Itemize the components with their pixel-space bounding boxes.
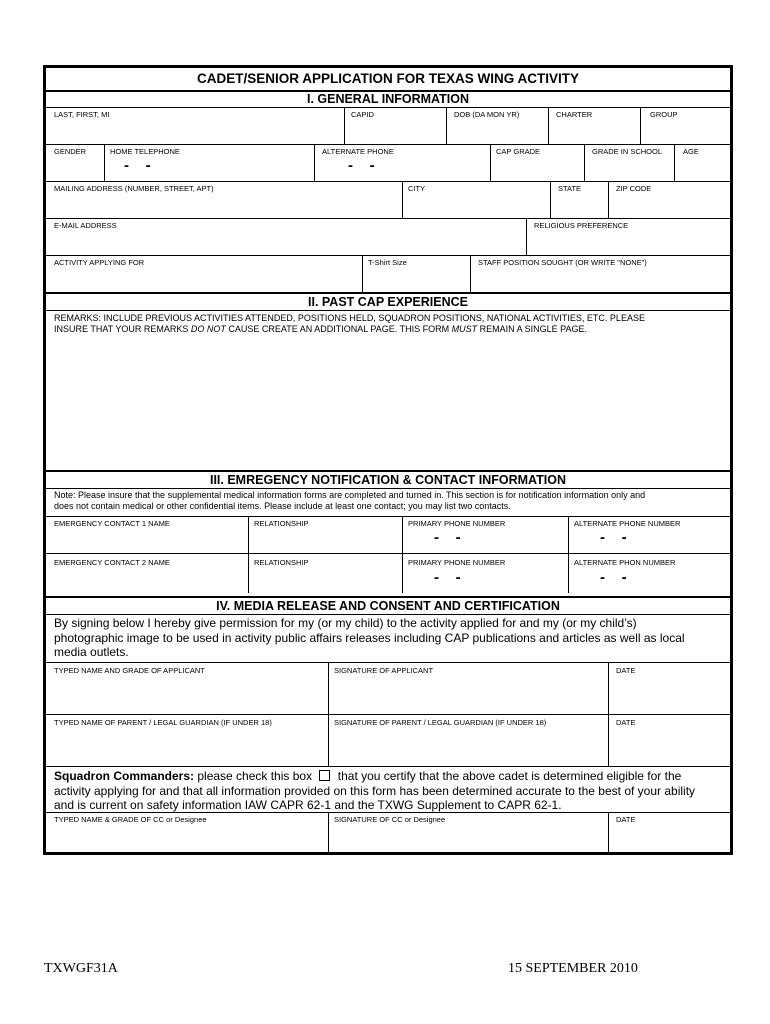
section-2-heading: II. PAST CAP EXPERIENCE (308, 295, 468, 309)
staff-label: STAFF POSITION SOUGHT (OR WRITE "NONE") (478, 258, 647, 267)
name-label: LAST, FIRST, MI (54, 110, 110, 119)
sig-parent-label: SIGNATURE OF PARENT / LEGAL GUARDIAN (IF UNDER 18) (334, 718, 547, 727)
alt-phone-dashes: - - (348, 157, 375, 174)
ec2-alt-phone-label: ALTERNATE PHON NUMBER (574, 558, 676, 567)
commander-text: that you certify that the above cadet is determined eligible for the (334, 769, 682, 783)
divider (490, 144, 491, 181)
remarks-emphasis: DO NOT (190, 324, 226, 334)
date-label: DATE (616, 815, 636, 824)
divider (46, 614, 730, 615)
capid-label: CAPID (351, 110, 374, 119)
divider (248, 553, 249, 593)
certify-checkbox[interactable] (319, 770, 330, 781)
ec2-alt-phone-dashes: - - (600, 569, 627, 586)
consent-line-3: media outlets. (54, 645, 129, 659)
divider (46, 714, 730, 715)
divider (314, 144, 315, 181)
divider (608, 714, 609, 766)
divider (104, 144, 105, 181)
divider (328, 714, 329, 766)
divider (46, 516, 730, 517)
ec1-primary-phone-dashes: - - (434, 529, 461, 546)
divider (548, 107, 549, 144)
group-label: GROUP (650, 110, 678, 119)
commander-text: please check this box (194, 769, 316, 783)
form-date: 15 SEPTEMBER 2010 (508, 961, 638, 976)
activity-label: ACTIVITY APPLYING FOR (54, 258, 145, 267)
section-1-heading: I. GENERAL INFORMATION (306, 92, 470, 106)
ec1-alt-phone-label: ALTERNATE PHONE NUMBER (574, 519, 681, 528)
divider (608, 812, 609, 852)
divider (402, 516, 403, 553)
divider (568, 516, 569, 553)
dob-label: DOB (DA MON YR) (454, 110, 520, 119)
remarks-text: CAUSE CREATE AN ADDITIONAL PAGE. THIS FORM (225, 324, 452, 334)
remarks-text: INSURE THAT YOUR REMARKS (54, 324, 191, 334)
divider (46, 812, 730, 813)
tshirt-label: T-Shirt Size (368, 258, 407, 267)
commander-heading: Squadron Commanders: (54, 769, 195, 783)
divider (608, 181, 609, 218)
sig-cc-label: SIGNATURE OF CC or Designee (334, 815, 446, 824)
religion-label: RELIGIOUS PREFERENCE (534, 221, 629, 230)
consent-line-1: By signing below I hereby give permission for my (or my child) to the activity applied for and my (or my child’s) (54, 616, 637, 630)
state-label: STATE (558, 184, 582, 193)
divider (344, 107, 345, 144)
remarks-emphasis: MUST (451, 324, 478, 334)
ec2-primary-phone-label: PRIMARY PHONE NUMBER (408, 558, 506, 567)
divider (640, 107, 641, 144)
divider (46, 662, 730, 663)
note-line-2: does not contain medical or other confidential items. Please include at least one contact; you may list two contacts. (54, 501, 511, 511)
divider (46, 553, 730, 554)
divider (46, 107, 730, 108)
section-4-heading: IV. MEDIA RELEASE AND CONSENT AND CERTIFICATION (216, 599, 560, 613)
form-title: CADET/SENIOR APPLICATION FOR TEXAS WING ACTIVITY (196, 71, 579, 86)
ec2-relationship-label: RELATIONSHIP (254, 558, 309, 567)
sig-applicant-label: SIGNATURE OF APPLICANT (334, 666, 434, 675)
divider (46, 596, 730, 598)
divider (46, 470, 730, 472)
form-number: TXWGF31A (44, 961, 118, 976)
divider (46, 766, 730, 767)
divider (328, 662, 329, 714)
divider (46, 181, 730, 182)
typed-parent-label: TYPED NAME OF PARENT / LEGAL GUARDIAN (IF UNDER 18) (54, 718, 272, 727)
divider (46, 310, 730, 311)
divider (248, 516, 249, 553)
divider (46, 292, 730, 294)
divider (550, 181, 551, 218)
remarks-line-1: REMARKS: INCLUDE PREVIOUS ACTIVITIES ATTENDED, POSITIONS HELD, SQUADRON POSITIONS, NATIONAL ACTIVITIES, ETC. PLEASE (54, 313, 645, 323)
ec1-primary-phone-label: PRIMARY PHONE NUMBER (408, 519, 506, 528)
divider (46, 218, 730, 219)
divider (46, 144, 730, 145)
divider (568, 553, 569, 593)
divider (674, 144, 675, 181)
home-phone-label: HOME TELEPHONE (110, 147, 180, 156)
date-label: DATE (616, 718, 636, 727)
ec2-name-label: EMERGENCY CONTACT 2 NAME (54, 558, 170, 567)
alt-phone-label: ALTERNATE PHONE (322, 147, 394, 156)
ec1-name-label: EMERGENCY CONTACT 1 NAME (54, 519, 170, 528)
city-label: CITY (408, 184, 426, 193)
ec2-primary-phone-dashes: - - (434, 569, 461, 586)
email-label: E-MAIL ADDRESS (54, 221, 117, 230)
remarks-text: REMAIN A SINGLE PAGE. (477, 324, 587, 334)
grade-school-label: GRADE IN SCHOOL (592, 147, 663, 156)
charter-label: CHARTER (556, 110, 593, 119)
gender-label: GENDER (54, 147, 87, 156)
divider (362, 255, 363, 292)
commander-line-2: activity applying for and that all information provided on this form has been determined accurate to the best of your ability (54, 783, 696, 798)
note-line-1: Note: Please insure that the supplemental medical information forms are completed and turned in. This section is for notification information only and (54, 490, 646, 500)
home-phone-dashes: - - (124, 157, 151, 174)
typed-cc-label: TYPED NAME & GRADE OF CC or Designee (54, 815, 207, 824)
application-form (43, 65, 733, 855)
divider (526, 218, 527, 255)
divider (584, 144, 585, 181)
commander-line-3: and is current on safety information IAW CAPR 62-1 and the TXWG Supplement to CAPR 62-1. (54, 798, 562, 812)
mailing-label: MAILING ADDRESS (NUMBER, STREET, APT) (54, 184, 214, 193)
divider (470, 255, 471, 292)
divider (608, 662, 609, 714)
divider (402, 181, 403, 218)
consent-line-2: photographic image to be used in activity public affairs releases including CAP publications and articles as well as local (54, 630, 685, 645)
divider (446, 107, 447, 144)
commander-line-1 (54, 769, 681, 784)
remarks-line-2 (54, 324, 587, 335)
divider (328, 812, 329, 852)
section-3-heading: III. EMREGENCY NOTIFICATION & CONTACT INFORMATION (209, 473, 566, 487)
cap-grade-label: CAP GRADE (496, 147, 541, 156)
ec1-relationship-label: RELATIONSHIP (254, 519, 309, 528)
divider (46, 255, 730, 256)
divider (46, 488, 730, 489)
age-label: AGE (683, 147, 699, 156)
typed-applicant-label: TYPED NAME AND GRADE OF APPLICANT (54, 666, 205, 675)
ec1-alt-phone-dashes: - - (600, 529, 627, 546)
zip-label: ZIP CODE (616, 184, 652, 193)
date-label: DATE (616, 666, 636, 675)
divider (402, 553, 403, 593)
